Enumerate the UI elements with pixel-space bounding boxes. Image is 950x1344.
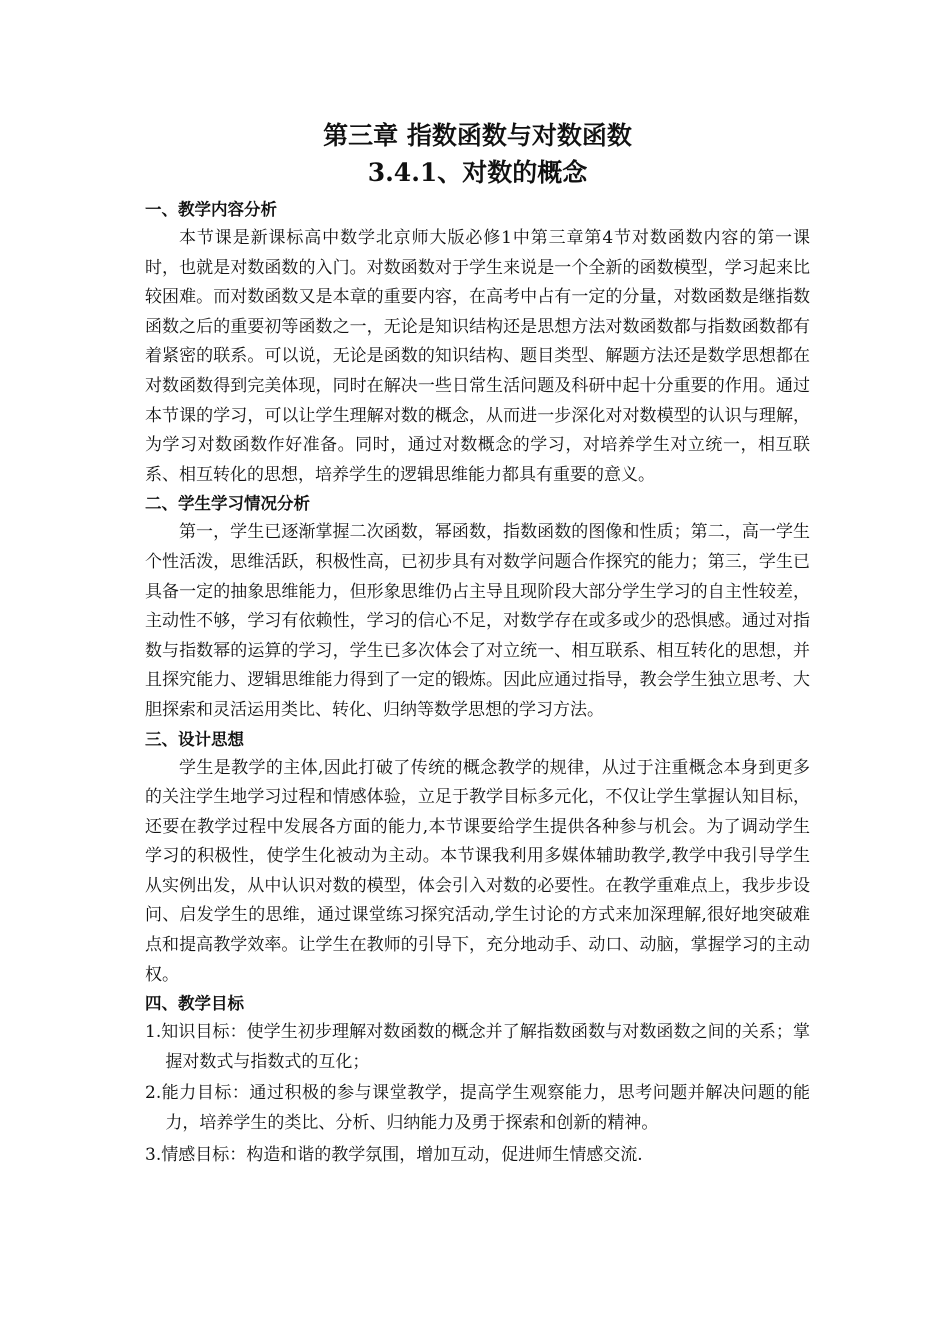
chapter-title: 第三章 指数函数与对数函数 (323, 121, 632, 150)
section-heading: 二、学生学习情况分析 (145, 494, 310, 514)
section-design-idea (145, 726, 810, 991)
goal-item: 3.情感目标：构造和谐的教学氛围，增加互动，促进师生情感交流. (145, 1144, 643, 1165)
section-heading: 三、设计思想 (145, 729, 244, 749)
section-student-analysis (145, 490, 810, 725)
section-content-analysis (145, 196, 810, 490)
section-paragraph: 本节课是新课标高中数学北京师大版必修1中第三章第4节对数函数内容的第一课时，也就是对数函数的入门。对数函数对于学生来说是一个全新的函数模型，学习起来比较困难。而对数函数又是本章的重要内容，在高考中占有一定的分量，对数函数是继指数函数之后的重要初等函数之一，无论是知识结构还是思想方法对数函数都与指数函数都有着紧密的联系。可以说，无论是函数的知识结构、题目类型、解题方法还是数学思想都在对数函数得到完美体现，同时在解决一些日常生活问题及科研中起十分重要的作用。通过本节课的学习，可以让学生理解对数的概念，从而进一步深化对对数模型的认识与理解，为学习对数函数作好准备。同时，通过对数概念的学习，对培养学生对立统一，相互联系、相互转化的思想，培养学生的逻辑思维能力都具有重要的意义。 (145, 228, 810, 485)
section-heading: 四、教学目标 (145, 994, 244, 1014)
goal-item: 2.能力目标：通过积极的参与课堂教学，提高学生观察能力，思考问题并解决问题的能力，培养学生的类比、分析、归纳能力及勇于探索和创新的精神。 (145, 1083, 810, 1134)
section-paragraph: 学生是教学的主体,因此打破了传统的概念教学的规律，从过于注重概念本身到更多的关注学生地学习过程和情感体验，立足于教学目标多元化，不仅让学生掌握认知目标，还要在教学过程中发展各方面的能力,本节课要给学生提供各种参与机会。为了调动学生学习的积极性，使学生化被动为主动。本节课我利用多媒体辅助教学,教学中我引导学生从实例出发，从中认识对数的模型，体会引入对数的必要性。在教学重难点上，我步步设问、启发学生的思维，通过课堂练习探究活动,学生讨论的方式来加深理解,很好地突破难点和提高教学效率。让学生在教师的引导下，充分地动手、动口、动脑，掌握学习的主动权。 (145, 757, 810, 985)
section-paragraph: 第一，学生已逐渐掌握二次函数，幂函数，指数函数的图像和性质；第二，高一学生个性活泼，思维活跃，积极性高，已初步具有对数学问题合作探究的能力；第三，学生已具备一定的抽象思维能力，但形象思维仍占主导且现阶段大部分学生学习的自主性较差，主动性不够，学习有依赖性，学习的信心不足，对数学存在或多或少的恐惧感。通过对指数与指数幂的运算的学习，学生已多次体会了对立统一、相互联系、相互转化的思想，并且探究能力、逻辑思维能力得到了一定的锻炼。因此应通过指导，教会学生独立思考、大胆探索和灵活运用类比、转化、归纳等数学思想的学习方法。 (145, 522, 810, 720)
goal-item: 1.知识目标：使学生初步理解对数函数的概念并了解指数函数与对数函数之间的关系；掌握对数式与指数式的互化； (145, 1022, 810, 1072)
lesson-title: 3.4.1、对数的概念 (367, 158, 588, 187)
document-page (145, 118, 810, 1172)
section-heading: 一、教学内容分析 (145, 200, 277, 219)
section-teaching-goals (145, 990, 810, 1170)
